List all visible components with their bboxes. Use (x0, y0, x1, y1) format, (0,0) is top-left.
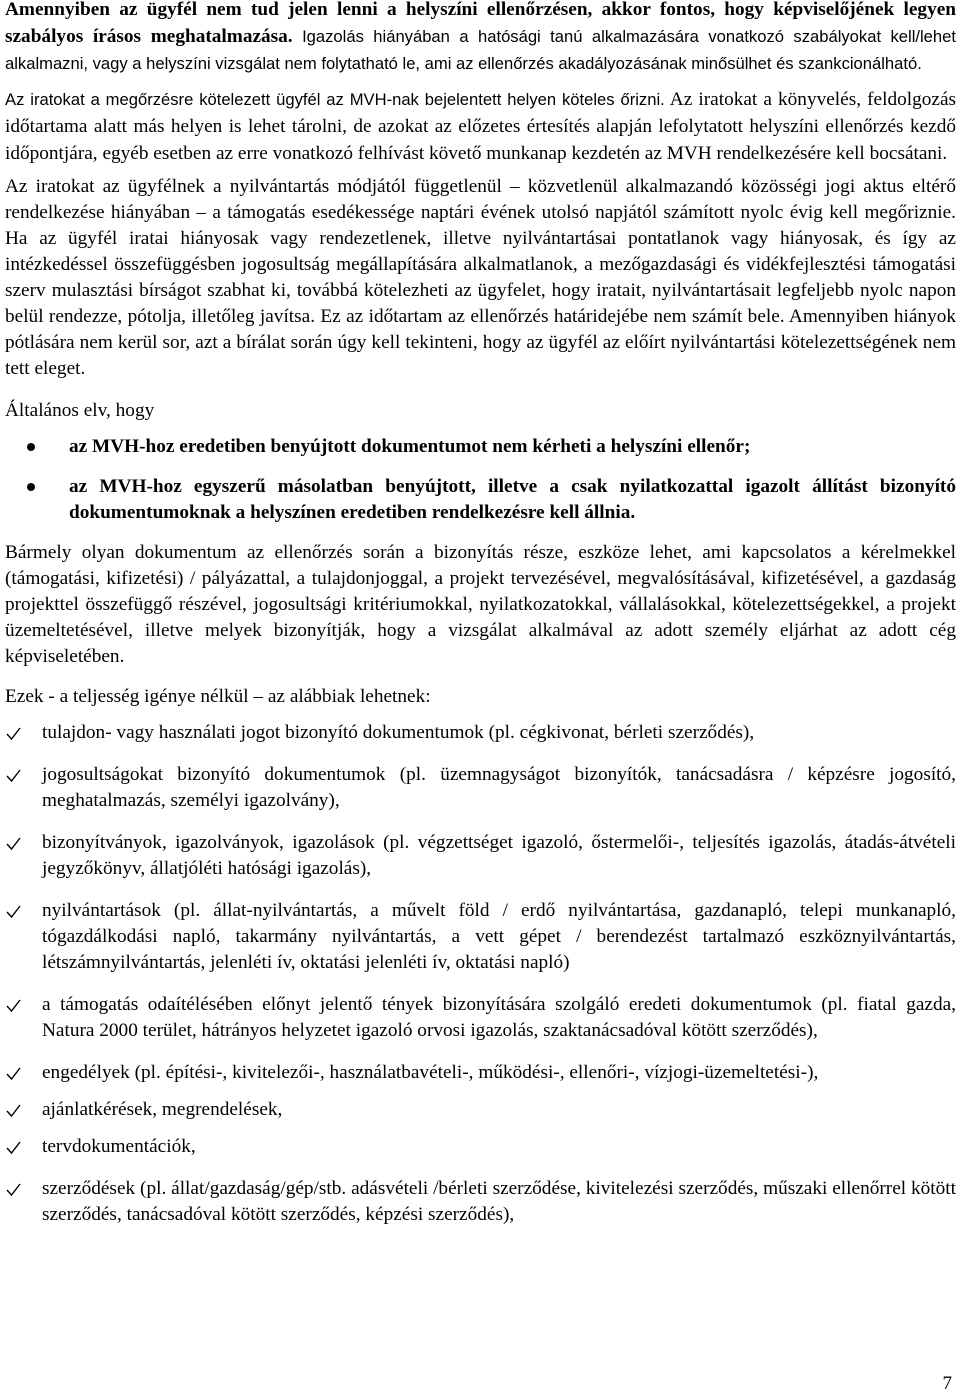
checkmark-icon (5, 720, 23, 746)
checkmark-icon (5, 898, 23, 924)
storage-serif-text: Az iratokat a könyvelés, feldolgozás időtartama alatt más helyen is lehet tárolni, de azokat az előzetes értesítés alapján lefolytatott helyszíni ellenőrzés kezdő időpontjára, egyéb esetben az erre vonatkozó felhívást követő munkanap kezdetén az MVH rendelkezésére kell bocsátani. (5, 89, 957, 164)
checklist-item-text: engedélyek (pl. építési-, kivitelezői-, használatbavételi-, működési-, ellenőri-, vízjogi-üzemeltetési-), (42, 1062, 819, 1083)
list-intro: Ezek - a teljesség igénye nélkül – az alábbiak lehetnek: (5, 686, 431, 707)
checklist-item (5, 830, 956, 882)
paragraph-retention: Az iratokat az ügyfélnek a nyilvántartás módjától függetlenül – közvetlenül alkalmazandó közösségi jogi aktus eltérő rendelkezése hiányában – a támogatás esedékessége naptári évének utolsó napjától számított nyolc évig kell megőriznie. Ha az ügyfél iratai hiányosak vagy rendezetlenek, illetve nyilvántartásai pontatlanok vagy hiányosak, és így az intézkedéssel összefüggésben jogosultság megállapítására alkalmatlanok, a mezőgazdasági és vidékfejlesztési támogatási szerv mulasztási bírságot szabhat ki, továbbá kötelezheti az ügyfelet, hogy iratait, nyilvántartásait legfeljebb nyolc napon belül rendezze, pótolja, illetőleg javítsa. Ez az időtartam az ellenőrzés határidejébe nem számít bele. Amennyiben hiányok pótlására nem kerül sor, azt a bírálat során úgy kell tekinteni, hogy az ügyfél az előírt nyilvántartási kötelezettségének nem tett eleget. (5, 176, 956, 379)
paragraph-evidence: Bármely olyan dokumentum az ellenőrzés során a bizonyítás része, eszköze lehet, ami kapcsolatos a kérelmekkel (támogatási, kifizetési) / pályázattal, a tulajdonjoggal, a projekt tervezésével, megvalósításával, kifizetésével, a gazdaság projekttel összefüggő részével, jogosultsági kritériumokkal, nyilatkozatokkal, vállalásokkal, kötelezettségekkel, a projekt üzemeltetésével, illetve melyek bizonyítják, hogy a vizsgálat alkalmával az adott személy eljárhat az adott cég képviseletében. (5, 542, 956, 667)
rule-bullet-item (5, 474, 956, 526)
paragraph-document-storage (5, 87, 956, 168)
checklist-item-text: bizonyítványok, igazolványok, igazolások (pl. végzettséget igazoló, őstermelői-, teljesítés igazolás, átadás-átvételi jegyzőkönyv, állatjóléti hatósági igazolás), (42, 832, 956, 879)
document-page (5, 0, 956, 1244)
checkmark-icon (5, 830, 23, 856)
checklist-item (5, 898, 956, 976)
rule-bullet-list (5, 434, 956, 526)
checklist-item-text: szerződések (pl. állat/gazdaság/gép/stb. adásvételi /bérleti szerződése, kivitelezési szerződés, műszaki ellenőrrel kötött szerződés, tanácsadóval kötött szerződés, képzési szerződés), (42, 1178, 956, 1225)
checklist-item-text: tulajdon- vagy használati jogot bizonyító dokumentumok (pl. cégkivonat, bérleti szerződés), (42, 722, 755, 743)
rule-bullet-item (5, 434, 956, 460)
checklist-item (5, 1060, 956, 1086)
checklist-item (5, 1097, 956, 1123)
checkmark-icon (5, 1176, 23, 1202)
checklist-item-text: a támogatás odaítélésében előnyt jelentő tények bizonyítására szolgáló eredeti dokumentumok (pl. fiatal gazda, Natura 2000 terület, hátrányos helyzetet igazoló orvosi igazolás, szaktanácsadóval kötött szerződés), (42, 994, 956, 1041)
authorization-rest-text: Igazolás hiányában a hatósági tanú alkalmazására vonatkozó szabályokat kell/lehet alkalmazni, vagy a helyszíni vizsgálat nem folytatható le, ami az ellenőrzés akadályozásának minősülhet és szankcionálható. (5, 27, 956, 73)
checklist-item-text: jogosultságokat bizonyító dokumentumok (pl. üzemnagyságot bizonyítók, tanácsadásra / képzésre jogosító, meghatalmazás, személyi igazolvány), (42, 764, 956, 811)
checklist-item (5, 992, 956, 1044)
checklist-item-text: nyilvántartások (pl. állat-nyilvántartás, a művelt föld / erdő nyilvántartása, gazdanapló, telepi munkanapló, tógazdálkodási napló, takarmány nyilvántartás, a vett gépet / berendezést tartalmazó eszköznyilvántartás, létszámnyilvántartás, jelenléti ív, oktatási jelenléti ív, oktatási napló) (42, 900, 956, 973)
checklist-item (5, 762, 956, 814)
rule-bullet-text: az MVH-hoz egyszerű másolatban benyújtott, illetve a csak nyilatkozattal igazolt állítást bizonyító dokumentumoknak a helyszínen eredetiben rendelkezésre kell állnia. (69, 476, 956, 523)
checkmark-icon (5, 992, 23, 1018)
checkmark-icon (5, 1060, 23, 1086)
page-number: 7 (942, 1373, 952, 1394)
rule-bullet-text: az MVH-hoz eredetiben benyújtott dokumentumot nem kérheti a helyszíni ellenőr; (69, 436, 751, 457)
checklist-item (5, 720, 956, 746)
storage-sans-text: Az iratokat a megőrzésre kötelezett ügyfél az MVH-nak bejelentett helyen köteles őrizni. (5, 90, 665, 109)
checklist-item (5, 1176, 956, 1228)
paragraph-authorization (5, 0, 956, 78)
bullet-icon (27, 483, 35, 491)
checkmark-icon (5, 762, 23, 788)
checklist-item-text: tervdokumentációk, (42, 1136, 196, 1157)
checklist-item (5, 1134, 956, 1160)
authorization-bold-text: Amennyiben az ügyfél nem tud jelen lenni a helyszíni ellenőrzésen, akkor fontos, hogy képviselőjének legyen szabályos írásos meghatalmazása. (5, 0, 956, 47)
checklist-item-text: ajánlatkérések, megrendelések, (42, 1099, 283, 1120)
general-rule-heading: Általános elv, hogy (5, 400, 155, 421)
bullet-icon (27, 443, 35, 451)
checkmark-icon (5, 1097, 23, 1123)
checkmark-icon (5, 1134, 23, 1160)
document-checklist (5, 720, 956, 1228)
